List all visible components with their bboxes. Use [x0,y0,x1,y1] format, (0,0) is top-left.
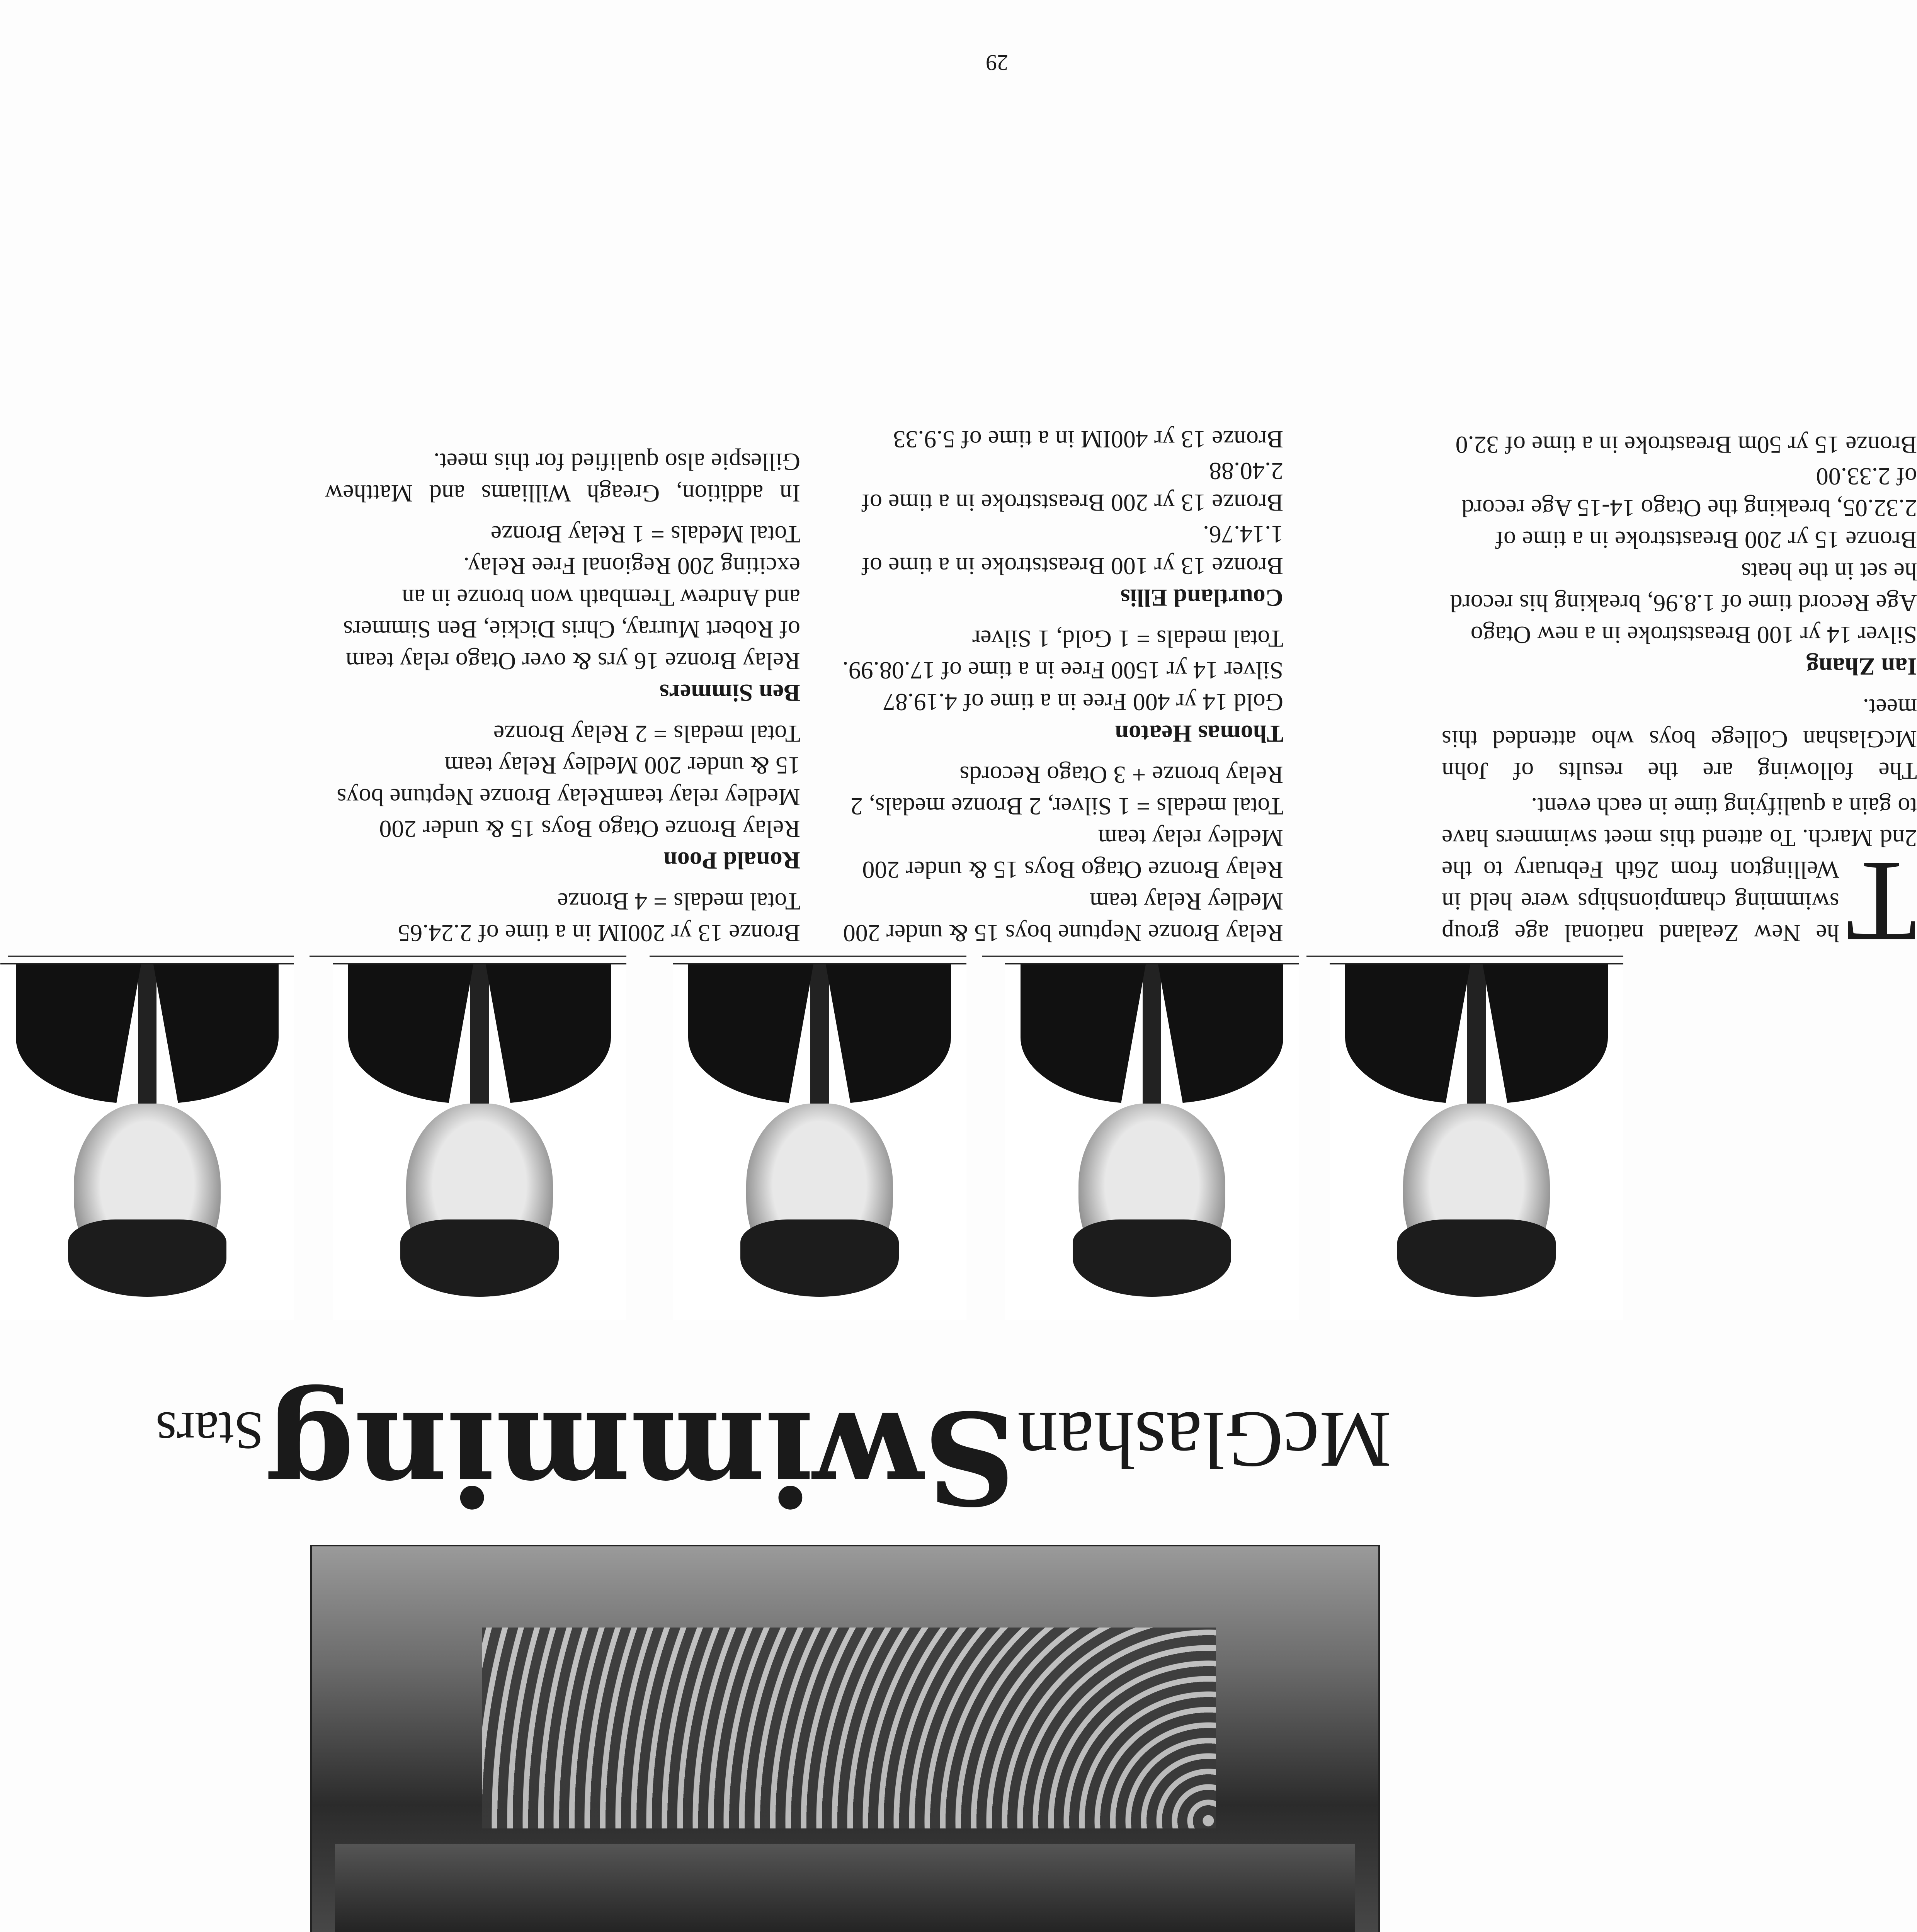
swimming-dropcap: T [1846,838,1917,966]
swimmer-name-ben: Ben Simmers [659,679,800,707]
swimming-200im-results: Bronze 13 yr 200IM in a time of 2.24.65 Total medals = 4 Bronze [398,888,800,947]
swimmer-name-courtland: Courtland Ellis [1120,584,1283,612]
portrait-hair [740,1219,899,1297]
portrait-rule [650,956,966,957]
page-number: 29 [986,50,1008,75]
swimmer-results-thomas: Gold 14 yr 400 Free in a time of 4.19.87 Silver 14 yr 1500 Free in a time of 17.08.99. Total medals = 1 Gold, 1 Silver [842,625,1283,716]
swimming-column-3 [325,442,800,949]
portrait-photo-ian [1330,963,1623,1320]
portrait-rule [1306,956,1623,957]
swimming-title-pre: McGlashan [1017,1395,1391,1485]
swimmer-results-courtland: Bronze 13 yr 100 Breaststroke in a time of 1.14.76. Bronze 13 yr 200 Breaststroke in a time of 2.40.88 Bronze 13 yr 400IM in a time of 5.9.33 [861,426,1283,580]
swimmer-results-ronald: Relay Bronze Otago Boys 15 & under 200 Medley relay teamRelay Bronze Neptune boys 15 & under 200 Medley Relay team Total medals = 2 Relay Bronze [337,720,800,843]
portrait-photo-courtland [673,963,966,1320]
swimmer-name-ian: Ian Zhang [1806,653,1917,680]
swimming-title-main: Swimming [265,1383,1016,1532]
swimming-relay-results: Relay Bronze Neptune boys 15 & under 200 Medley Relay team Relay Bronze Otago Boys 15 & under 200 Medley relay team Total medals = 1 Silver, 2 Bronze medals, 2 Relay bronze + 3 Otago Records [843,761,1283,947]
swimmer-name-thomas: Thomas Heaton [1115,720,1283,748]
portrait-hair [1073,1219,1231,1297]
swimming-title-post: Stars [155,1401,264,1461]
portrait-rule [8,956,294,957]
portrait-hair [1397,1219,1556,1297]
portrait-hair [68,1219,226,1297]
group-photo-crowd [482,1628,1216,1828]
portrait-photo-ben [0,963,294,1320]
swimming-closing: In addition, Greagh Williams and Matthew Gillespie also qualified for this meet. [325,448,800,507]
portrait-photo-ronald [333,963,626,1320]
portrait-hair [400,1219,559,1297]
swimming-intro: he New Zealand national age group swimming championships were held in Wellington from 26th February to the 2nd March. To attend this meet swimmers have to gain a qualifying time in each event. [1442,793,1917,947]
swimming-column-2 [808,423,1283,949]
group-photo [310,1545,1380,1932]
swimming-column-1 [1442,429,1917,966]
swimming-title [116,1383,1391,1532]
swimmer-results-ian: Silver 14 yr 100 Breaststroke in a new Otago Age Record time of 1.8.96, breaking his record he set in the heats Bronze 15 yr 200 Breaststroke in a time of 2.32.05, breaking the Otago 14-15 Age record of 2.33.00 Bronze 15 yr 50m Breastroke in a time of 32.0 [1450,431,1917,649]
swimming-intro-2: The following are the results of John McGlashan College boys who attended this meet. [1442,694,1917,785]
swimmer-name-ronald: Ronald Poon [663,847,800,874]
swimmer-results-ben: Relay Bronze 16 yrs & over Otago relay team of Robert Murray, Chris Dickie, Ben Simmers and Andrew Trembath won bronze in an exciting 200 Regional Free Relay. Total Medals = 1 Relay Bronze [343,521,800,675]
portrait-rule [310,956,626,957]
portrait-rule [982,956,1299,957]
group-photo-foliage [335,1844,1355,1932]
portrait-photo-thomas [1005,963,1299,1320]
